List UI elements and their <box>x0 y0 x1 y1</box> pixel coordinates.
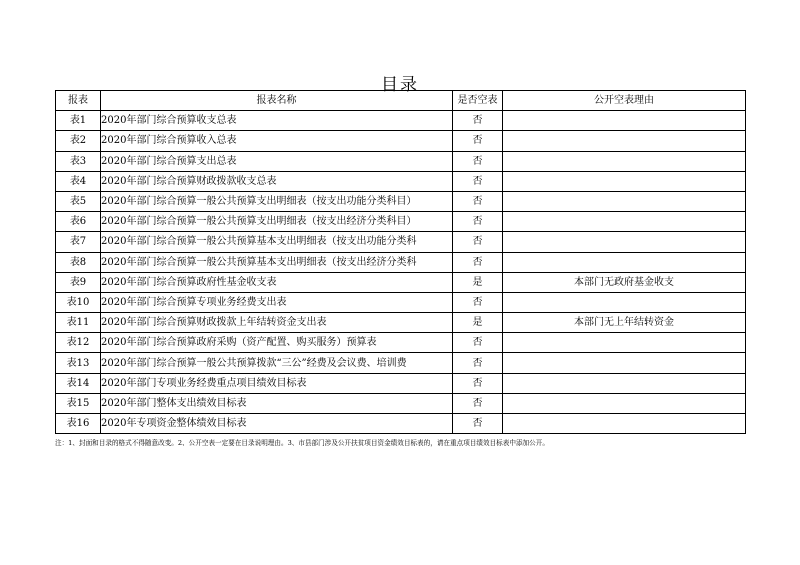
report-name: 2020年部门整体支出绩效目标表 <box>101 393 453 413</box>
table-row <box>56 393 746 413</box>
report-no: 表9 <box>56 272 101 292</box>
empty-reason <box>503 333 746 353</box>
report-name: 2020年部门综合预算财政拨款上年结转资金支出表 <box>101 313 453 333</box>
table-row <box>56 191 746 211</box>
report-no: 表5 <box>56 191 101 211</box>
report-no: 表14 <box>56 373 101 393</box>
report-name: 2020年部门综合预算政府性基金收支表 <box>101 272 453 292</box>
report-no: 表7 <box>56 232 101 252</box>
table-row <box>56 151 746 171</box>
table-row <box>56 353 746 373</box>
table-row <box>56 171 746 191</box>
report-no: 表15 <box>56 393 101 413</box>
is-empty: 否 <box>453 232 503 252</box>
report-name: 2020年部门综合预算财政拨款收支总表 <box>101 171 453 191</box>
empty-reason <box>503 131 746 151</box>
is-empty: 是 <box>453 313 503 333</box>
is-empty: 否 <box>453 353 503 373</box>
report-name: 2020年部门综合预算专项业务经费支出表 <box>101 292 453 312</box>
header-is-empty: 是否空表 <box>453 91 503 111</box>
is-empty: 否 <box>453 111 503 131</box>
report-name: 2020年部门综合预算政府采购（资产配置、购买服务）预算表 <box>101 333 453 353</box>
table-row <box>56 131 746 151</box>
report-name: 2020年部门综合预算收入总表 <box>101 131 453 151</box>
header-report-name: 报表名称 <box>101 91 453 111</box>
report-no: 表4 <box>56 171 101 191</box>
table-row <box>56 212 746 232</box>
empty-reason <box>503 353 746 373</box>
is-empty: 否 <box>453 393 503 413</box>
is-empty: 否 <box>453 252 503 272</box>
report-name: 2020年部门综合预算一般公共预算基本支出明细表（按支出经济分类科 <box>101 252 453 272</box>
empty-reason <box>503 151 746 171</box>
table-row <box>56 232 746 252</box>
is-empty: 否 <box>453 171 503 191</box>
report-no: 表12 <box>56 333 101 353</box>
report-name: 2020年部门综合预算一般公共预算支出明细表（按支出功能分类科目） <box>101 191 453 211</box>
report-no: 表3 <box>56 151 101 171</box>
table-header-row <box>56 91 746 111</box>
is-empty: 否 <box>453 151 503 171</box>
report-no: 表8 <box>56 252 101 272</box>
empty-reason: 本部门无政府基金收支 <box>503 272 746 292</box>
is-empty: 否 <box>453 212 503 232</box>
report-no: 表6 <box>56 212 101 232</box>
empty-reason <box>503 393 746 413</box>
report-no: 表16 <box>56 414 101 434</box>
report-name: 2020年部门专项业务经费重点项目绩效目标表 <box>101 373 453 393</box>
report-name: 2020年部门综合预算支出总表 <box>101 151 453 171</box>
empty-reason <box>503 373 746 393</box>
empty-reason <box>503 252 746 272</box>
is-empty: 否 <box>453 373 503 393</box>
table-row <box>56 313 746 333</box>
report-name: 2020年部门综合预算一般公共预算拨款“三公”经费及会议费、培训费 <box>101 353 453 373</box>
report-name: 2020年部门综合预算一般公共预算支出明细表（按支出经济分类科目） <box>101 212 453 232</box>
header-report-no: 报表 <box>56 91 101 111</box>
table-of-contents <box>55 90 746 434</box>
report-no: 表10 <box>56 292 101 312</box>
report-no: 表1 <box>56 111 101 131</box>
is-empty: 否 <box>453 292 503 312</box>
table-row <box>56 272 746 292</box>
table-row <box>56 333 746 353</box>
empty-reason <box>503 232 746 252</box>
report-name: 2020年专项资金整体绩效目标表 <box>101 414 453 434</box>
empty-reason <box>503 414 746 434</box>
empty-reason <box>503 171 746 191</box>
is-empty: 是 <box>453 272 503 292</box>
page-title: 目录 <box>381 75 419 95</box>
report-name: 2020年部门综合预算一般公共预算基本支出明细表（按支出功能分类科 <box>101 232 453 252</box>
report-no: 表11 <box>56 313 101 333</box>
is-empty: 否 <box>453 333 503 353</box>
empty-reason <box>503 212 746 232</box>
footnote: 注：1、封面和目录的格式不得随意改变。2、公开空表一定要在目录说明理由。3、市县部门涉及公开扶贫项目资金绩效目标表的，请在重点项目绩效目标表中添加公开。 <box>55 439 549 447</box>
report-no: 表2 <box>56 131 101 151</box>
table-row <box>56 414 746 434</box>
empty-reason <box>503 111 746 131</box>
report-no: 表13 <box>56 353 101 373</box>
table-row <box>56 252 746 272</box>
empty-reason: 本部门无上年结转资金 <box>503 313 746 333</box>
is-empty: 否 <box>453 191 503 211</box>
table-row <box>56 292 746 312</box>
header-empty-reason: 公开空表理由 <box>503 91 746 111</box>
table-row <box>56 373 746 393</box>
empty-reason <box>503 292 746 312</box>
report-name: 2020年部门综合预算收支总表 <box>101 111 453 131</box>
is-empty: 否 <box>453 414 503 434</box>
is-empty: 否 <box>453 131 503 151</box>
empty-reason <box>503 191 746 211</box>
table-row <box>56 111 746 131</box>
